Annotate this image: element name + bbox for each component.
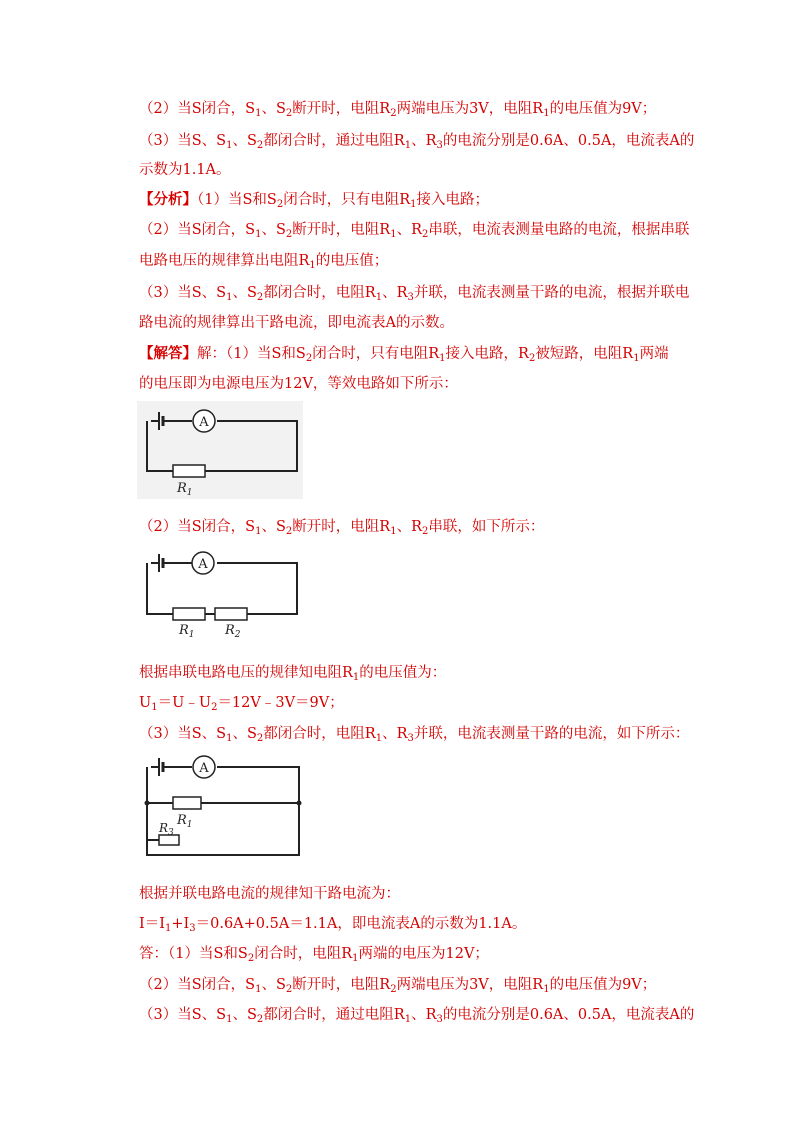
svg-text:A: A [198,557,208,572]
junction-dot [297,801,302,806]
text-line-12: 根据串联电路电压的规律知电阻$R_1$的电压值为： [139,665,447,683]
circuit-diagram-2 [137,547,303,641]
svg-text:A: A [199,415,209,430]
text-line-16: $I=I_1+I_3=0.6A+0.5A=1.1A$，即电流表A的示数为1.1A。 [139,916,527,934]
resistor-r1 [173,465,205,477]
text-line-15: 根据并联电路电流的规律知干路电流为： [139,886,400,902]
text-line-8: 路电流的规律算出干路电流，即电流表A的示数。 [139,315,454,331]
analysis-tag: 【分析】 [139,191,197,208]
text-line-2: （3）当S、$S_1$、$S_2$都闭合时，通过电阻$R_1$、$R_3$的电流分别是0.6A、0.5A，电流表A的 [139,133,695,151]
resistor-r2-label: $R_2$ [225,623,241,640]
resistor-r1 [173,797,201,809]
text-line-18: （2）当S闭合，$S_1$、$S_2$断开时，电阻$R_2$两端电压为3V，电阻$R_1$的电压值为9V； [139,977,657,995]
circuit-diagram-3 [137,752,305,860]
text-line-1: （2）当S闭合，$S_1$、$S_2$断开时，电阻$R_2$两端电压为3V，电阻$R_1$的电压值为9V； [139,101,657,119]
circuit-diagram-1 [137,401,303,499]
text-line-19: （3）当S、$S_1$、$S_2$都闭合时，通过电阻$R_1$、$R_3$的电流分别是0.6A、0.5A，电流表A的 [139,1007,695,1025]
answer-line: 答：（1）当S和$S_2$闭合时，电阻$R_1$两端的电压为12V； [139,946,489,964]
resistor-r2 [215,608,247,620]
svg-text:A: A [199,761,209,776]
text-line-11: （2）当S闭合，$S_1$、$S_2$断开时，电阻$R_1$、$R_2$串联，如下所示： [139,519,545,537]
ammeter-symbol [193,756,215,778]
analysis-line: 【分析】（1）当S和$S_2$闭合时，只有电阻$R_1$接入电路； [139,191,490,210]
text-line-7: （3）当S、$S_1$、$S_2$都闭合时，电阻$R_1$、$R_3$并联，电流表测量干路的电流，根据并联电 [139,285,690,303]
resistor-r1-label: $R_1$ [177,481,193,498]
resistor-r3-label: $R_3$ [159,821,174,838]
solution-tag: 【解答】 [139,345,197,362]
wire [217,563,297,614]
text-line-5: （2）当S闭合，$S_1$、$S_2$断开时，电阻$R_1$、$R_2$串联，电流表测量电路的电流，根据串联 [139,222,690,240]
resistor-r1-label: $R_1$ [177,813,193,830]
ammeter-symbol [193,410,215,432]
ammeter-symbol [192,552,214,574]
text-line-13: $U_1=U﹣U_2=12V﹣3V=9V$； [139,695,344,713]
resistor-r1-label: $R_1$ [179,623,195,640]
text-line-14: （3）当S、$S_1$、$S_2$都闭合时，电阻$R_1$、$R_3$并联，电流表测量干路的电流，如下所示： [139,726,690,744]
text-line-10: 的电压即为电源电压为12V，等效电路如下所示： [139,376,458,392]
text-line-6: 电路电压的规律算出电阻$R_1$的电压值； [139,253,389,271]
junction-dot [145,801,150,806]
resistor-r1 [173,608,205,620]
text-line-3: 示数为1.1A。 [139,162,231,178]
solution-line: 【解答】解：（1）当S和$S_2$闭合时，只有电阻$R_1$接入电路，$R_2$被短路，电阻$R_1$两端 [139,345,669,364]
